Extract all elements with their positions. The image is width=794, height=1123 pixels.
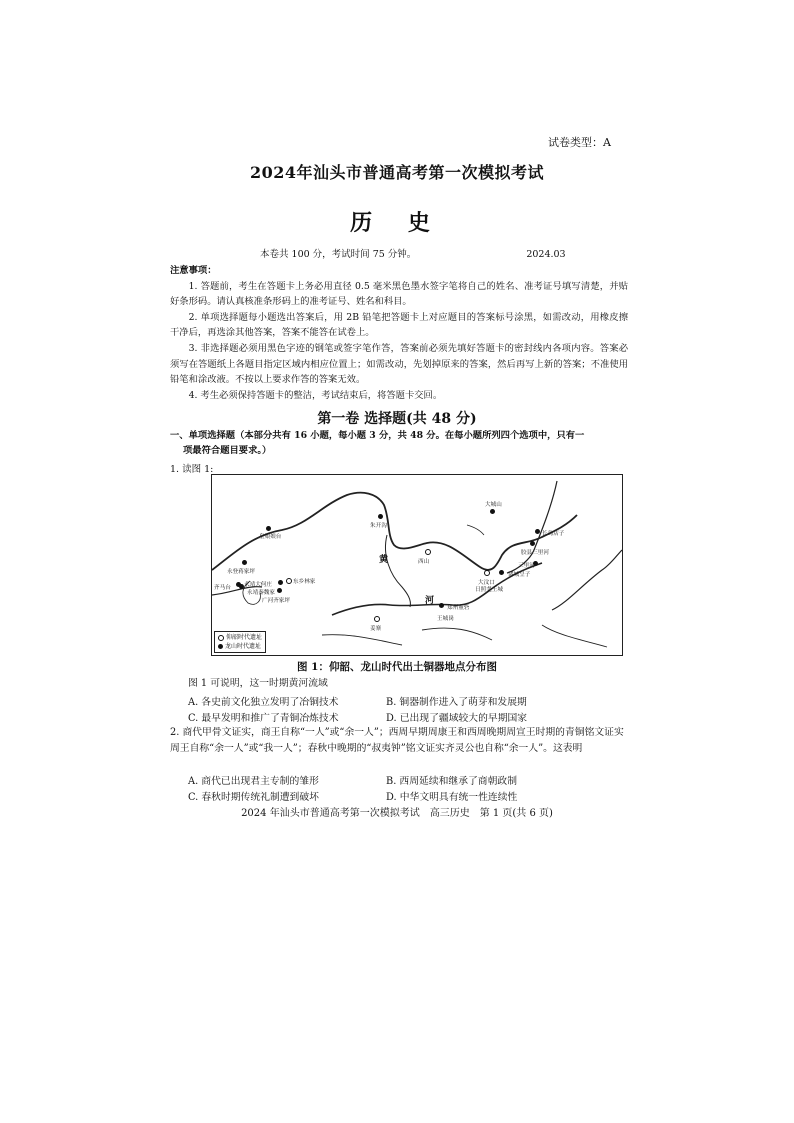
q2-stem: 2. 商代甲骨文证实，商王自称“一人”或“余一人”；西周早期周康王和西周晚期周宣王时期的青铜铭文证实周王自称“余一人”或“我一人”；春秋中晚期的“叔夷钟”铭文证实齐灵公也自称“余一人”。这表明 xyxy=(170,727,624,754)
site-label: 永靖大何庄 xyxy=(244,582,272,588)
map-lines xyxy=(212,475,622,655)
instruction-line: 一、单项选择题（本部分共有 16 小题，每小题 3 分，共 48 分。在每小题所列四个选项中，只有一 xyxy=(170,430,585,441)
exam-title: 2024年汕头市普通高考第一次模拟考试 xyxy=(249,163,545,182)
site-marker-yangshao xyxy=(484,570,490,576)
map-legend xyxy=(214,631,266,653)
river-label: 河 xyxy=(425,596,435,606)
site-label: 齐马台 xyxy=(214,585,231,591)
note-item: 1. 答题前，考生在答题卡上务必用直径 0.5 毫米黑色墨水签字笔将自己的姓名、准考证号填写清楚，并贴好条形码。请认真核准条形码上的准考证号、姓名和科目。 xyxy=(170,280,628,308)
site-label: 永登蒋家坪 xyxy=(227,569,255,575)
site-marker-longshan xyxy=(266,526,271,531)
section-instruction xyxy=(170,428,628,458)
site-label: 王城岗 xyxy=(437,616,454,622)
site-marker-longshan xyxy=(490,509,495,514)
site-label: 东乡林家 xyxy=(293,579,316,585)
site-marker-longshan xyxy=(378,514,383,519)
site-label: 三里河 xyxy=(518,563,535,569)
notes-heading: 注意事项： xyxy=(170,265,217,276)
site-marker-yangshao xyxy=(374,616,380,622)
map-caption: 图 1：仰韶、龙山时代出土铜器地点分布图 xyxy=(297,661,497,673)
paper-type: 试卷类型：A xyxy=(548,136,611,149)
q2-option-d: D. 中华文明具有统一性连续性 xyxy=(386,792,518,803)
subject-title: 历 史 xyxy=(350,210,444,236)
site-label: 姜寨 xyxy=(370,626,382,632)
legend-label: 仰韶时代遗址 xyxy=(226,634,263,641)
site-label: 皇娘娘台 xyxy=(259,534,282,540)
site-label: 西山 xyxy=(418,559,430,565)
q1-option-b: B. 铜器制作进入了萌芽和发展期 xyxy=(386,697,527,708)
q2-option-c: C. 春秋时期传统礼制遭到破坏 xyxy=(188,792,319,803)
q1-stem: 1. 读图 1: xyxy=(170,464,214,475)
site-marker-longshan xyxy=(439,603,444,608)
site-label: 朱开沟 xyxy=(370,523,387,529)
site-marker-longshan xyxy=(530,541,535,546)
site-label: 日照尧王城 xyxy=(475,587,503,593)
q1-option-d: D. 已出现了疆域较大的早期国家 xyxy=(386,713,528,724)
site-label: 诸城呈子 xyxy=(508,572,531,578)
site-label: 长岛店子 xyxy=(542,531,565,537)
site-label: 大汶口 xyxy=(478,580,495,586)
site-marker-longshan xyxy=(499,570,504,575)
site-marker-yangshao xyxy=(286,578,292,584)
legend-row xyxy=(218,642,262,651)
legend-label: 龙山时代遗址 xyxy=(225,643,262,650)
instruction-line: 项最符合题目要求。） xyxy=(183,445,272,456)
site-label: 郑州董砦 xyxy=(447,605,470,611)
filled-circle-icon xyxy=(218,644,223,649)
river-label: 黄 xyxy=(379,555,389,565)
legend-row xyxy=(218,633,262,642)
site-label: 大城山 xyxy=(485,502,502,508)
q1-option-a: A. 各史前文化独立发明了冶铜技术 xyxy=(188,697,339,708)
site-marker-longshan xyxy=(278,580,283,585)
notes xyxy=(170,263,628,403)
open-circle-icon xyxy=(218,635,224,641)
note-item: 2. 单项选择题每小题选出答案后，用 2B 铅笔把答题卡上对应题目的答案标号涂黑，如需改动，用橡皮擦干净后，再选涂其他答案，答案不能答在试卷上。 xyxy=(170,311,628,339)
exam-meta xyxy=(260,246,566,260)
site-marker-longshan xyxy=(242,560,247,565)
q1-option-c: C. 最早发明和推广了青铜冶炼技术 xyxy=(188,713,339,724)
q2-option-a: A. 商代已出现君主专制的雏形 xyxy=(188,776,319,787)
site-label: 胶县三里河 xyxy=(521,550,549,556)
site-marker-yangshao xyxy=(425,549,431,555)
site-marker-longshan xyxy=(277,588,282,593)
q1-question: 图 1 可说明，这一时期黄河流域 xyxy=(188,678,328,689)
site-label: 广河齐家坪 xyxy=(262,598,290,604)
q2-option-b: B. 西周延续和继承了商朝政制 xyxy=(386,776,517,787)
section-title: 第一卷 选择题(共 48 分) xyxy=(317,411,477,427)
page-footer: 2024 年汕头市普通高考第一次模拟考试 高三历史 第 1 页(共 6 页) xyxy=(241,808,553,819)
exam-meta-text: 本卷共 100 分，考试时间 75 分钟。 xyxy=(260,249,417,260)
note-item: 4. 考生必须保持答题卡的整洁，考试结束后，将答题卡交回。 xyxy=(188,389,443,401)
map-figure xyxy=(211,474,623,656)
site-marker-longshan xyxy=(535,529,540,534)
exam-date: 2024.03 xyxy=(526,249,566,260)
site-label: 永靖秦魏家 xyxy=(247,590,275,596)
note-item: 3. 非选择题必须用黑色字迹的钢笔或签字笔作答，答案前必须先填好答题卡的密封线内各项内容。答案必须写在答题纸上各题目指定区域内相应位置上；如需改动，先划掉原来的答案，然后再写上新的答案；不准使用铅笔和涂改液。不按以上要求作答的答案无效。 xyxy=(170,342,628,386)
